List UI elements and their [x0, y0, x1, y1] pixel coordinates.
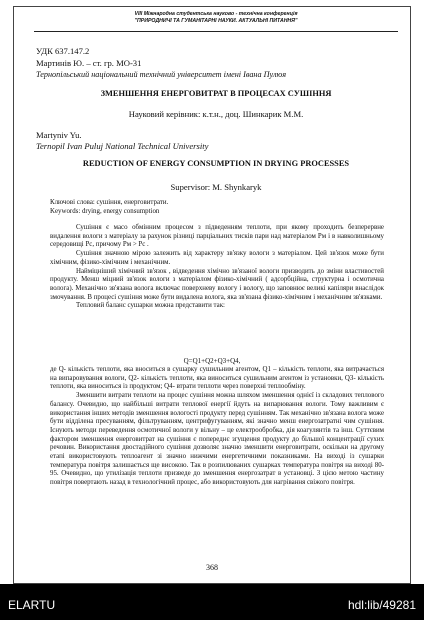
title-ukrainian: ЗМЕНШЕННЯ ЕНЕРГОВИТРАТ В ПРОЦЕСАХ СУШІННЯ — [100, 89, 332, 98]
keywords-english: Keywords: drying, energy consumption — [50, 208, 160, 215]
conference-header-line1: VIII Міжнародна студентська науково - технічна конференція — [134, 11, 298, 17]
keywords-ukrainian: Ключові слова: сушіння, енерговитрати. — [50, 199, 169, 206]
author-ukrainian: Мартинів Ю. – ст. гр. МО-31 — [36, 58, 142, 68]
footer-handle: hdl:lib/49281 — [347, 598, 416, 612]
supervisor-english: Supervisor: M. Shynkaryk — [170, 182, 262, 192]
conference-header-line2: "ПРИРОДНИЧІ ТА ГУМАНІТАРНІ НАУКИ. АКТУАЛЬНІ ПИТАННЯ" — [134, 17, 298, 24]
paragraph-5: де Q- кількість теплоти, яка вноситься в сушарку сушильним агентом, Q1 – кількість теплоти, яка витрачається на випаровування вологи, Q2- кількість теплоти, яка виноситься сушильним агентом із установки, Q3- кількість теплоти, яка виноситься із продуктом; Q4- втрати теплоти через поверхні теплообміну. — [50, 366, 384, 391]
author-english: Martyniv Yu. — [36, 130, 82, 140]
supervisor-ukrainian: Науковий керівник: к.т.н., доц. Шинкарик М.М. — [128, 109, 304, 119]
footer-bar — [0, 584, 424, 620]
paragraph-6: Зменшити витрати теплоти на процес сушіння можна шляхом зменшення однієї із складових теплового балансу. Очевидно, що найбільші витрати теплової енергії йдуть на випарювання вологи. Тому важливим є використання інших методів зменшення вологості продукту перед сушінням. Так механічно зв'язана волога може бути відділена пресуванням, фільтруванням, центрифугуванням, які значно менш енергозатратні чим сушіння. Існують методи переведення осмотичної вологи у вільну – це електрообробка, дія коагулянтів та інш. Суттєвим фактором зменшення енерговитрат на сушіння є попереднє згущення продукту до більшої концентрації сухих речовин. Використання двостадійного сушіння дозволяє значно зменшити енерговитрати, оскільки на другому етапі використовують теплоагент зі значно нижчими енергетичними показниками. На виході із сушарки температура повітря залишається ще високою. Так в розпилюваних сушарках температура повітря на виході 80-95. Очевидно, що утилізація теплоти призведе до зменшення енергозатрат в установці. З цією метою частину повітря повертають назад в технологічний процес, або використовують для нагрівання свіжого повітря. — [50, 392, 384, 487]
affiliation-english: Ternopil Ivan Puluj National Technical University — [36, 141, 209, 151]
paragraph-2: Сушіння значною мірою залежить від характеру зв'язку вологи з матеріалом. Цей зв'язок може бути хімічним, фізико-хімічним і механічним. — [50, 250, 384, 266]
paragraph-4: Тепловий баланс сушарки можна представити так: — [76, 302, 225, 310]
footer-repository-name: ELARTU — [8, 598, 56, 612]
paragraph-3: Найміцніший хімічний зв'язок , відведення хімічно зв'язаної вологи призводить до зміни властивостей продукту. Менш міцний зв'язок вологи з матеріалом фізико-хімічний ( адсорбційна, структурна і осмотична волога). Механічно зв'язана волога включає поверхневу вологу і вологу, що заповнює великі капіляри внаслідок змочування. В процесі сушіння може бути видалена волога, яка зв'язана фізико-хімічним і механічним зв'язками. — [50, 267, 384, 301]
conference-header — [34, 11, 398, 32]
udc-code: УДК 637.147.2 — [36, 46, 90, 56]
paragraph-1: Сушіння є масо обмінним процесом з підведенням теплоти, при якому проходить безперервне видалення вологи з матеріалу за рахунок різниці парціальних тисків пари над матеріалом Pм і в навколишньому середовищі Pс, причому Pм > Pс . — [50, 224, 384, 249]
affiliation-ukrainian: Тернопільський національний технічний університет імені Івана Пулюя — [36, 70, 287, 79]
page-number: 368 — [206, 563, 218, 572]
body-text-2 — [50, 366, 384, 488]
title-english: REDUCTION OF ENERGY CONSUMPTION IN DRYING PROCESSES — [82, 159, 350, 168]
heat-balance-equation: Q=Q1+Q2+Q3+Q4, — [183, 357, 241, 365]
body-text-1 — [50, 224, 384, 311]
document-page — [13, 6, 411, 584]
